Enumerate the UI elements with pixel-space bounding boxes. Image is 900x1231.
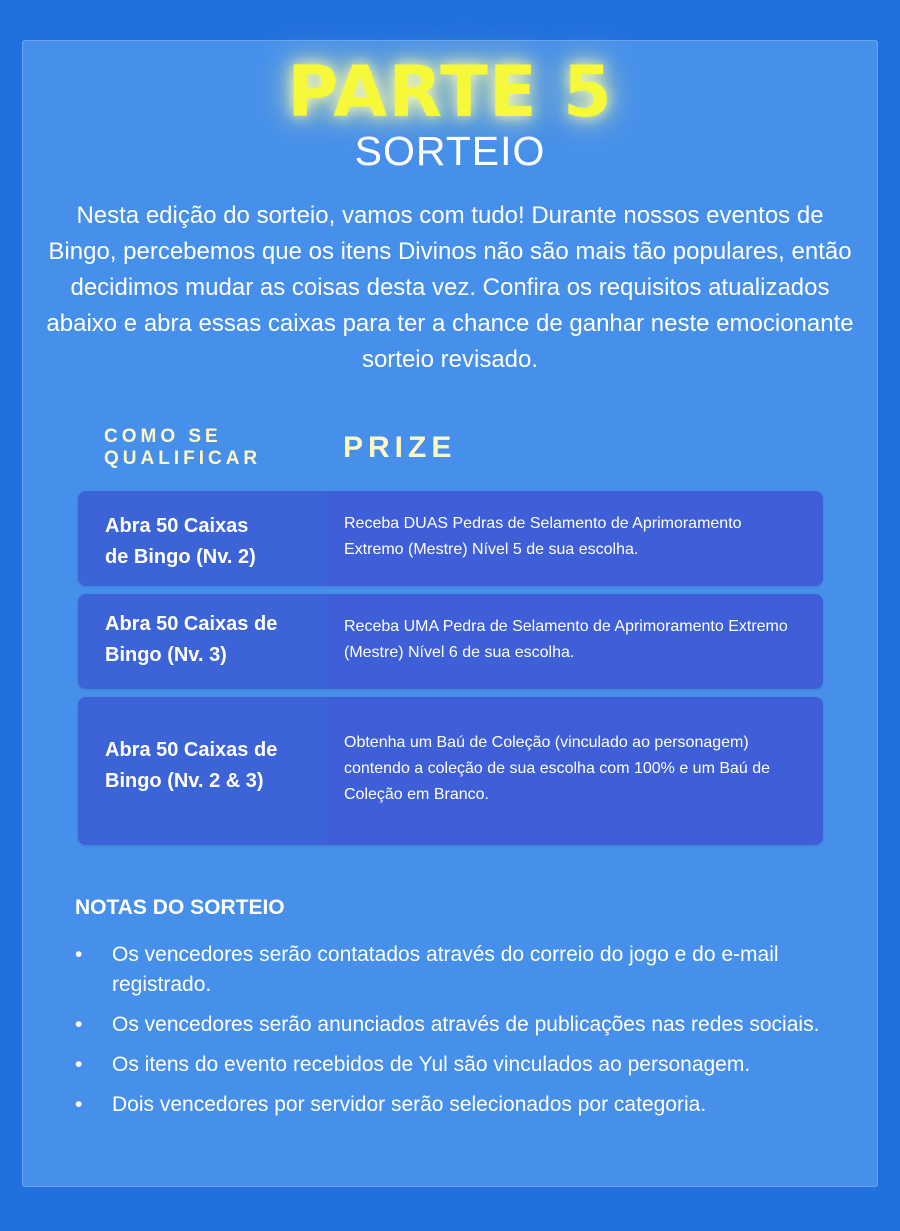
bullet-icon: • [75,1053,83,1076]
note-text: Os vencedores serão anunciados através de publicações nas redes sociais. [112,1013,820,1036]
list-item [75,1050,845,1080]
list-item [75,940,845,1000]
bullet-icon: • [75,1093,83,1116]
page-subtitle: SORTEIO [354,128,546,174]
prize-row-3 [78,697,823,845]
note-text: Os itens do evento recebidos de Yul são vinculados ao personagem. [112,1053,751,1076]
prize-text: Receba UMA Pedra de Selamento de Aprimoramento Extremo (Mestre) Nível 6 de sua escolha. [344,618,788,661]
qualify-text: Abra 50 Caixas de Bingo (Nv. 2 & 3) [105,739,278,792]
list-item [75,1090,845,1120]
qualify-column-header: COMO SE QUALIFICAR [104,426,262,469]
qualify-text: Abra 50 Caixas de Bingo (Nv. 2) [105,515,256,568]
prize-column-header: PRIZE [343,431,457,464]
bullet-icon: • [75,1013,83,1036]
prize-text: Receba DUAS Pedras de Selamento de Aprimoramento Extremo (Mestre) Nível 5 de sua escolha. [344,515,742,558]
bullet-icon: • [75,943,83,966]
notes-title: NOTAS DO SORTEIO [75,896,285,919]
prize-text: Obtenha um Baú de Coleção (vinculado ao personagem) contendo a coleção de sua escolha com 100% e um Baú de Coleção em Branco. [344,734,771,803]
prize-row-1 [78,491,823,586]
page-title: PARTE 5 [287,51,613,133]
notes-list [75,940,845,1130]
note-text: Os vencedores serão contatados através do correio do jogo e do e-mail registrado. [112,943,779,996]
note-text: Dois vencedores por servidor serão selecionados por categoria. [112,1093,707,1116]
list-item [75,1010,845,1040]
intro-paragraph: Nesta edição do sorteio, vamos com tudo! Durante nossos eventos de Bingo, percebemos que os itens Divinos não são mais tão populares, então decidimos mudar as coisas desta vez. Confira os requisitos atualizados abaixo e abra essas caixas para ter a chance de ganhar neste emocionante sorteio revisado. [46,202,854,373]
prize-row-2 [78,594,823,689]
qualify-text: Abra 50 Caixas de Bingo (Nv. 3) [105,613,278,666]
